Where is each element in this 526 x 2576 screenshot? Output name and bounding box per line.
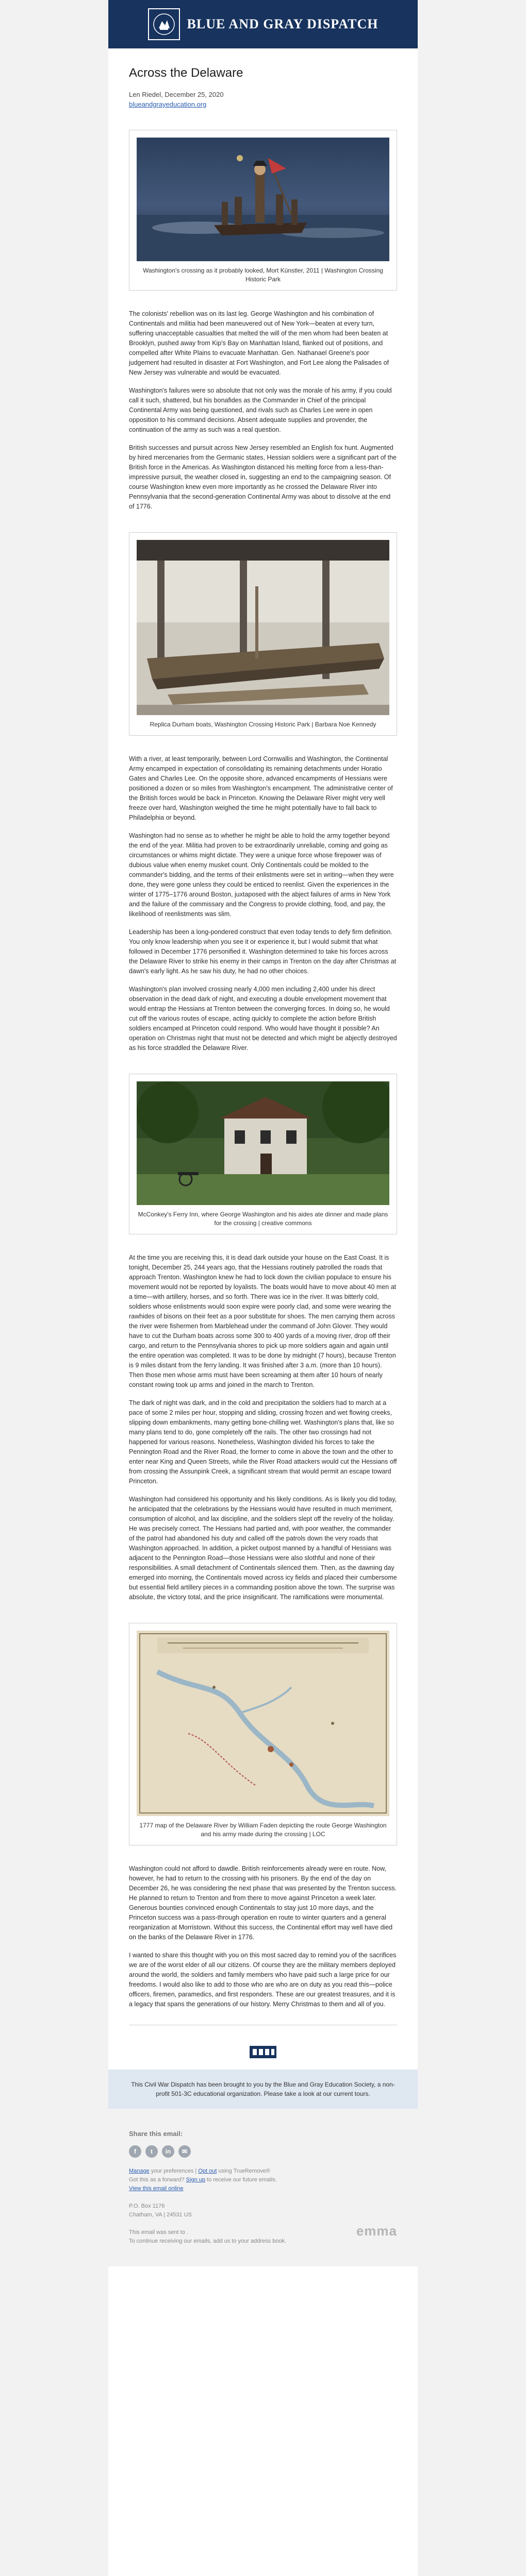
paragraph: At the time you are receiving this, it is dead dark outside your house on the East Coast. It is tonight, December 25, 244 years ago, that the Hessians routinely patrolled the roads that approach Trenton. Washington knew he had to lock down the civilian populace to ensure his movement would not be reported by loyalists. The boats would have to move about 40 men at a time—with artillery, horses, and so forth. There was ice in the river. It was bitterly cold, soldiers whose enlistments would soon expire were poorly clad, and some were wearing the rawhides of bisons on their feet as a poor substitute for shoes. The men carrying them across the river were fishermen from Marblehead under the command of John Glover. They would have to cut the Durham boats across some 300 to 400 yards of a moving river, drop off their cargo, and return to the Pennsylvania shores to pick up more soldiers again and again until the entire operation was completed. It was to be done by midnight (7 hours), because Trenton is 9 miles distant from the ferry landing. It was finished after 3 a.m. (more than 10 hours). Then those men whose arms must have been screaming at them after 10 hours of nearly constant rowing took up arms and joined in the march to Trenton. bbox=[129, 1254, 397, 1388]
forward-line bbox=[129, 2176, 397, 2184]
footer-logo bbox=[129, 2038, 397, 2066]
promo-banner: This Civil War Dispatch has been brought to you by the Blue and Gray Education Society, a non-profit 501-3C educational organization. Please take a look at our current tours. bbox=[108, 2070, 418, 2109]
address-line-2: Chatham, VA | 24531 US bbox=[129, 2212, 192, 2218]
paragraph: British successes and pursuit across New Jersey resembled an English fox hunt. Augmented by hired mercenaries from the Germanic states, Hessian soldiers were a significant part of the British force in the Americas. As Washington distanced his melting force from a less-than-impressive pursuit, the weather closed in, suggesting an end to the campaigning season. Of course Washington knew even more importantly as he crossed the Delaware River into Pennsylvania that the second-generation Continental Army was about to dissolve at the end of 1776. bbox=[129, 444, 397, 510]
emma-logo[interactable]: emma bbox=[356, 2223, 397, 2239]
forward-suffix: to receive our future emails. bbox=[205, 2177, 277, 2183]
email-footer bbox=[108, 2109, 418, 2266]
boats-image bbox=[137, 540, 389, 715]
figure-durham-boats bbox=[129, 532, 397, 736]
paragraph: Washington had no sense as to whether he might be able to hold the army together beyond the end of the year. Militia had proven to be extraordinarily unreliable, coming and going as circumstances or whims might dictate. They were a unique force whose firepower was of dubious value when enemy musket count. Only Continentals could be molded to the commander's bidding, and the terms of their enlistments were set in writing—when they were done, they were gone unless they could be enticed to reenlist. Given the experiences in the winter of 1775–1776 around Boston, juxtaposed with the abject failures of arms in New York and the failure of the commissary and the Congress to provide clothing, food, and pay, the likelihood of reenlistments was slim. bbox=[129, 832, 394, 918]
paragraph: Leadership has been a long-pondered construct that even today tends to defy firm definition. You only know leadership when you see it or experience it, but I would submit that what followed in December 1776 personified it. Washington determined to take his forces across the Delaware River to strike his enemy in their camps in Trenton on the day after Christmas at dawn's early light. As he saw his duty, he had no other choices. bbox=[129, 928, 397, 975]
figure-painting bbox=[129, 130, 397, 291]
paragraph: I wanted to share this thought with you on this most sacred day to remind you of the sacrifices we are of the worst elder of all our citizens. Of course they are the military members deployed around the world, the soldiers and family members who have paid such a large price for our freedoms. I would also like to add to those who are who are on duty as you read this—police officers, firemen, paramedics, and first responders. These are our greatest treasures, and it is a legacy that spans the generations of our history. Merry Christmas to them and all of you. bbox=[129, 1952, 397, 2008]
article-content bbox=[108, 66, 418, 2066]
map-image bbox=[137, 1631, 389, 1816]
address-book-line: To continue receiving our emails, add us to your address book. bbox=[129, 2238, 287, 2244]
masthead-title: BLUE AND GRAY DISPATCH bbox=[187, 16, 379, 31]
figure-caption: Washington's crossing as it probably looked, Mort Künstler, 2011 | Washington Crossing Historic Park bbox=[143, 267, 383, 283]
email-container bbox=[108, 0, 418, 2576]
forward-text: Got this as a forward? bbox=[129, 2177, 185, 2183]
author-date: Len Riedel, December 25, 2020 bbox=[129, 91, 224, 98]
paragraph: The colonists' rebellion was on its last leg. George Washington and his combination of Continentals and militia had been maneuvered out of New York—beaten at every turn, suffering unacceptable casualties that melted the will of the men whom had been beaten at Brooklyn, pushed away from Kip's Bay on Manhattan Island, flanked out of positions, and compelled after White Plains to evacuate Manhattan. Gen. Nathanael Greene's poor judgement had resulted in disaster at Fort Washington, and Fort Lee along the Palisades of New Jersey was vulnerable and would be evacuated. bbox=[129, 310, 389, 376]
sign-up-link[interactable]: Sign up bbox=[186, 2177, 205, 2183]
manage-suffix: your preferences | bbox=[149, 2168, 199, 2174]
paragraph: Washington had considered his opportunity and his likely conditions. As is likely you did today, he anticipated that the celebrations by the Hessians would have resulted in much merriment, consumption of alcohol, and lax discipline, and the soldiers slept off the revelry of the holiday. He was precisely correct. The Hessians had partied and, with poor weather, the commander of the patrol had abandoned his duty and called off the patrols down the very roads that Washington approached. In addition, a picket outpost manned by a handful of Hessians was adjacent to the Pennington Road—those Hessians were also slothful and none of their responsibilities. A small detachment of Continentals silenced them. Then, as the dawning day emerged into morning, the Continentals moved across icy fields and placed their cumbersome but essential field artillery pieces in a commanding position above the town. The surprise was absolute, the victory total, and the price insignificant. The ramifications were monumental. bbox=[129, 1496, 397, 1601]
optout-suffix: using TrueRemove® bbox=[217, 2168, 270, 2174]
figure-map bbox=[129, 1623, 397, 1845]
linkedin-icon[interactable]: in bbox=[162, 2145, 174, 2158]
site-link[interactable]: blueandgrayeducation.org bbox=[129, 100, 207, 108]
society-emblem-icon bbox=[248, 2042, 278, 2062]
share-label: Share this email: bbox=[129, 2130, 183, 2138]
manage-line bbox=[129, 2167, 397, 2176]
twitter-icon[interactable]: t bbox=[145, 2145, 158, 2158]
web-version-line bbox=[129, 2184, 397, 2193]
figure-caption: McConkey's Ferry Inn, where George Washington and his aides ate dinner and made plans for the crossing | creative commons bbox=[138, 1211, 388, 1227]
byline bbox=[129, 90, 397, 109]
inn-image bbox=[137, 1081, 389, 1205]
figure-caption: 1777 map of the Delaware River by William Faden depicting the route George Washington and his army made during the crossing | LOC bbox=[139, 1822, 387, 1838]
figure-caption: Replica Durham boats, Washington Crossing Historic Park | Barbara Noe Kennedy bbox=[150, 721, 376, 728]
sent-to-line: This email was sent to . bbox=[129, 2229, 188, 2235]
paragraph: Washington's failures were so absolute that not only was the morale of his army, if you could call it such, shattered, but his bonafides as the Commander in Chief of the principal Continental Army was being questioned, and rivals such as Charles Lee were in open opposition to his command decisions. Absent adequate supplies and provender, the continuation of the army as such was a real question. bbox=[129, 387, 392, 433]
paragraph: Washington could not afford to dawdle. British reinforcements already were en route. Now, however, he had to return to the crossing with his prisoners. By the end of the day on December 26, he was considering the next phase that was presented by the Trenton success. He planned to return to Trenton and from there to move against Princeton a week later. Generous bounties convinced enough Continentals to stay just 10 more days, and the Princeton success was a pass-through operation en route to winter quarters and a general reorganization at Morristown. Without this success, the Continental effort may well have died on the banks of the Delaware River in 1776. bbox=[129, 1865, 397, 1941]
address-line-1: P.O. Box 1176 bbox=[129, 2203, 165, 2209]
article-headline: Across the Delaware bbox=[129, 66, 243, 80]
manage-preferences-link[interactable]: Manage bbox=[129, 2168, 150, 2174]
paragraph: The dark of night was dark, and in the cold and precipitation the soldiers had to march at a pace of some 2 miles per hour, stopping and sliding, crossing frozen and wet flowing creeks, slipping down embankments, many getting bone-chilling wet. Washington's plans that, like so many plans tend to do, gone completely off the rails. The other two crossings had not happened for various reasons. Nonetheless, Washington divided his forces to take the Pennington Road and the River Road, the former to come in above the town and the other to enter near King and Queen Streets, while the River Road attackers would cut the Hessians off from crossing the Assunpink Creek, a significant stream that would permit an escape toward Princeton. bbox=[129, 1399, 397, 1485]
paragraph: Washington's plan involved crossing nearly 4,000 men including 2,400 under his direct observation in the dead dark of night, and executing a double envelopment movement that would entrap the Hessians at Trenton between the converging forces. In doing so, he would cut off the various routes of escape, acting quickly to complete the action before British soldiers encamped at Princeton could respond. Who would have thought it possible? An operation on Christmas night that must not be detected and which might be abjectly destroyed as his force straddled the Delaware River. bbox=[129, 986, 397, 1052]
social-links bbox=[129, 2145, 397, 2158]
opt-out-link[interactable]: Opt out bbox=[198, 2168, 217, 2174]
painting-image bbox=[137, 138, 389, 261]
facebook-icon[interactable]: f bbox=[129, 2145, 141, 2158]
view-online-link[interactable]: View this email online bbox=[129, 2185, 184, 2192]
paragraph: With a river, at least temporarily, between Lord Cornwallis and Washington, the Continental Army encamped in expectation of consolidating its remaining detachments under Horatio Gates and Charles Lee. On the opposite shore, advanced encampments of Hessians were positioned a dozen or so miles from Washington's encampment. The administrative center of the British forces would be back in Princeton. Knowing the Delaware River might very well freeze over hard, Washington weighed the time he might potentially have to fall back to Philadelphia or beyond. bbox=[129, 755, 393, 821]
society-logo-icon bbox=[148, 8, 180, 40]
figure-ferry-inn bbox=[129, 1074, 397, 1234]
masthead bbox=[108, 0, 418, 48]
email-share-icon[interactable]: ✉ bbox=[178, 2145, 191, 2158]
